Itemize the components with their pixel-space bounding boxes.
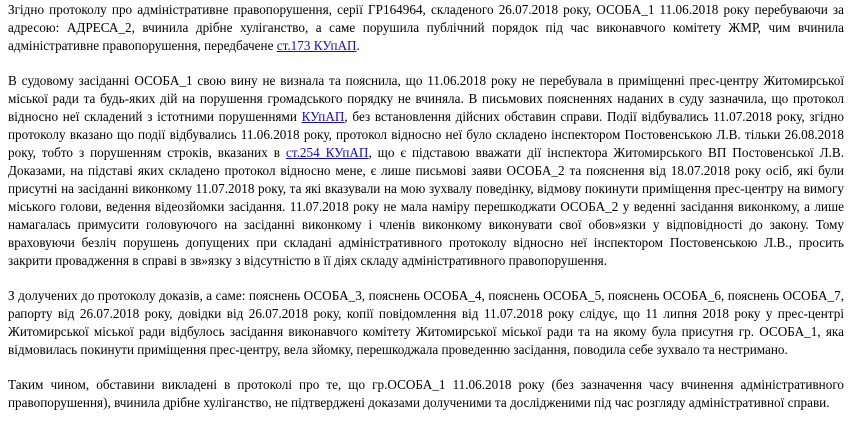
paragraph-text: , що є підставою вважати дії інспектора Житомирського ВП Постовенської Л.В. Доказами, на підставі яких складено протокол відносно мене, є лише письмові заяви ОСОБА_2 та пояснення від 18.07.2018 року осіб, які були присутні на засіданні виконкому 11.07.2018 року, та які вказували на мою зухвалу поведінку, відмову покинути приміщення прес-центру на вимогу міського голови, ведення відеозйомки засідання. 11.07.2018 року не мала наміру перешкоджати ОСОБА_2 у веденні засідання виконкому, а лише намагалась примусити головуючого на засіданні виконкому і членів виконкому виконувати свої обов»язки у відповідності до закону. Тому враховуючи безліч порушень допущених при складані адміністративного протоколу відносно неї інспектором Постовенською Л.В., просить закрити провадження в справі в зв»язку з відсутністю в її діях складу адміністративного правопорушення. (8, 145, 844, 268)
paragraph-text: . (356, 38, 360, 53)
law-code-link[interactable]: КУпАП (301, 109, 345, 124)
paragraph-court-hearing (8, 72, 844, 270)
paragraph-text: В судовому засіданні ОСОБА_1 свою вину не визнала та пояснила, що 11.06.2018 року не перебувала в приміщенні прес-центру Житомирської міської ради та будь-яких дій на порушення громадського порядку не вчиняла. В письмових поясненнях наданих в суду зазначила, що протокол відносно неї складений з істотними порушеннями (8, 73, 844, 124)
paragraph-text: Таким чином, обставини викладені в протоколі про те, що гр.ОСОБА_1 11.06.2018 року (без зазначення часу вчинення адміністративного правопорушення), вчинила дрібне хуліганство, не підтверджені доказами долученими та дослідженими під час розгляду адміністративної справи. (8, 377, 844, 410)
paragraph-text: Згідно протоколу про адміністративне правопорушення, серії ГР164964, складеного 26.07.2018 року, ОСОБА_1 11.06.2018 року перебуваючи за адресою: АДРЕСА_2, вчинила дрібне хуліганство, а саме порушила публічний порядок під час виконавчого комітету ЖМР, чим вчинила адміністративне правопорушення, передбачене (8, 2, 844, 53)
document-body (0, 1, 850, 440)
law-article-link[interactable]: ст.173 КУпАП (276, 38, 357, 53)
paragraph-evidence (8, 287, 844, 359)
paragraph-text: , без встановлення дійсних обставин справи. Події відбувались 11.07.2018 року, згідно протоколу вказано що події відбувались 11.06.2018 року, протокол відносно неї було складено інспектором Постовенською Л.В. тільки 26.08.2018 року, тобто з порушенням строків, вказаних в (8, 109, 844, 160)
paragraph-text: З долучених до протоколу доказів, а саме: пояснень ОСОБА_3, пояснень ОСОБА_4, пояснень ОСОБА_5, пояснень ОСОБА_6, пояснень ОСОБА_7, рапорту від 26.07.2018 року, довідки від 26.07.2018 року, копії повідомлення від 11.07.2018 року слідує, що 11 липня 2018 року у прес-центрі Житомирської міської ради відбулось засідання виконавчого комітету Житомирської міської ради та на якому була присутня гр. ОСОБА_1, яка відмовилась покинути приміщення прес-центру, вела зйомку, перешкоджала проведенню засідання, поводила себе зухвало та нестримано. (8, 288, 844, 357)
law-article-link[interactable]: ст.254 КУпАП (285, 145, 369, 160)
paragraph-protocol (8, 1, 844, 55)
paragraph-conclusion (8, 376, 844, 412)
